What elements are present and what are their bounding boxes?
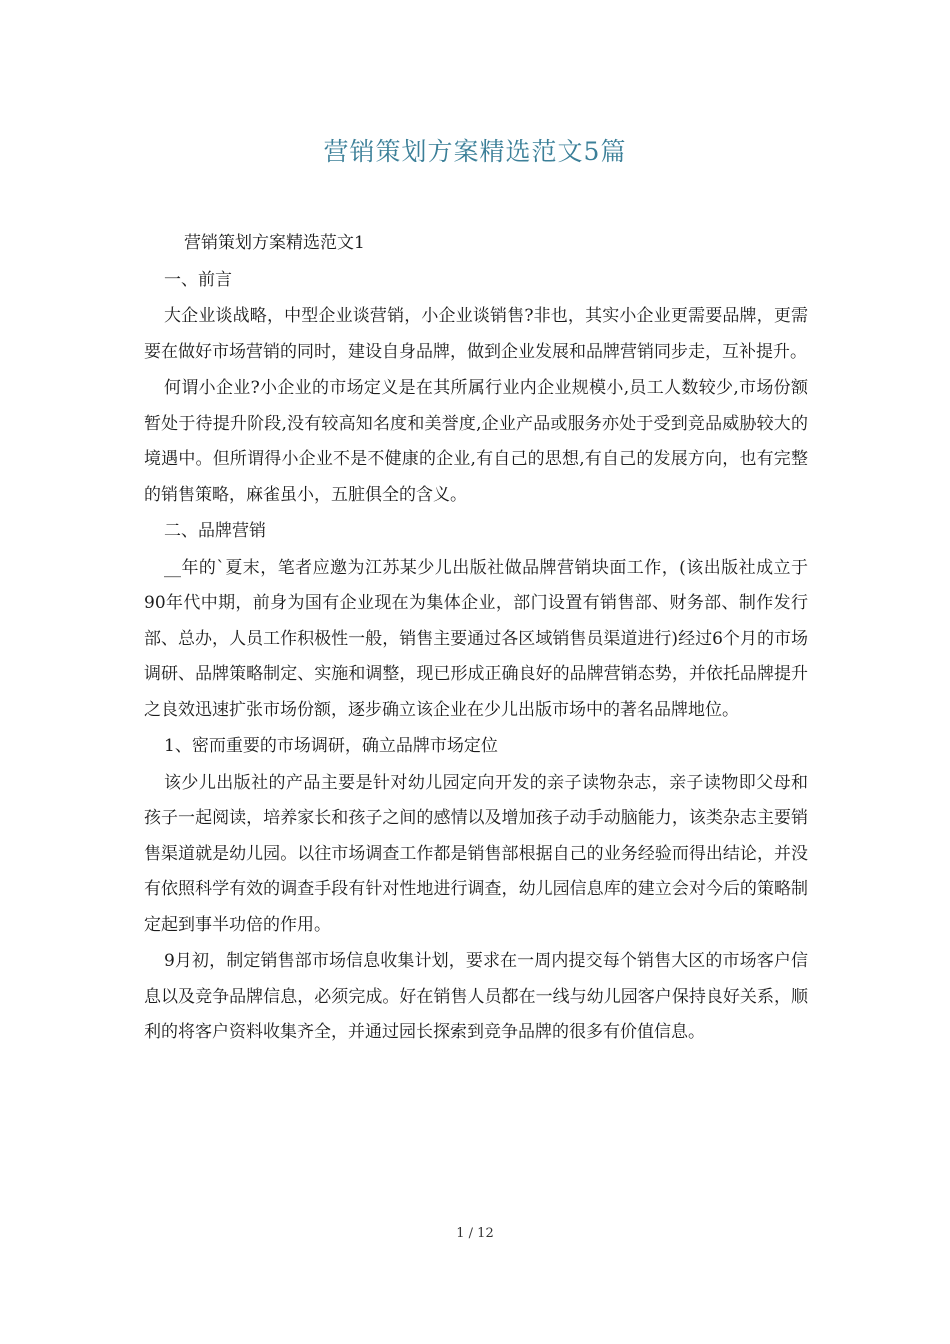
heading-brand-marketing: 二、品牌营销 bbox=[164, 521, 266, 541]
paragraph: 该少儿出版社的产品主要是针对幼儿园定向开发的亲子读物杂志，亲子读物即父母和孩子一起阅读，培养家长和孩子之间的感情以及增加孩子动手动脑能力，该类杂志主要销售渠道就是幼儿园。以往市场调查工作都是销售部根据自己的业务经验而得出结论，并没有依照科学有效的调查手段有针对性地进行调查，幼儿园信息库的建立会对今后的策略制定起到事半功倍的作用。 bbox=[144, 772, 808, 935]
paragraph: 何谓小企业?小企业的市场定义是在其所属行业内企业规模小,员工人数较少,市场份额暂处于待提升阶段,没有较高知名度和美誉度,企业产品或服务亦处于受到竞品威胁较大的境遇中。但所谓得小企业不是不健康的企业,有自己的思想,有自己的发展方向，也有完整的销售策略，麻雀虽小，五脏俱全的含义。 bbox=[144, 378, 808, 505]
section-subtitle: 营销策划方案精选范文1 bbox=[184, 233, 365, 253]
paragraph: 大企业谈战略，中型企业谈营销，小企业谈销售?非也，其实小企业更需要品牌，更需要在做好市场营销的同时，建设自身品牌，做到企业发展和品牌营销同步走，互补提升。 bbox=[144, 306, 808, 362]
document-title: 营销策划方案精选范文5篇 bbox=[323, 137, 627, 166]
document-body bbox=[144, 226, 808, 1052]
page-indicator: 1 / 12 bbox=[456, 1226, 494, 1241]
heading-preface: 一、前言 bbox=[164, 269, 232, 290]
heading-market-research: 1、密而重要的市场调研，确立品牌市场定位 bbox=[164, 736, 498, 756]
paragraph: __年的`夏末，笔者应邀为江苏某少儿出版社做品牌营销块面工作，(该出版社成立于90年代中期，前身为国有企业现在为集体企业，部门设置有销售部、财务部、制作发行部、总办，人员工作积极性一般，销售主要通过各区域销售员渠道进行)经过6个月的市场调研、品牌策略制定、实施和调整，现已形成正确良好的品牌营销态势，并依托品牌提升之良效迅速扩张市场份额，逐步确立该企业在少儿出版市场中的著名品牌地位。 bbox=[144, 557, 808, 720]
paragraph: 9月初，制定销售部市场信息收集计划，要求在一周内提交每个销售大区的市场客户信息以及竞争品牌信息，必须完成。好在销售人员都在一线与幼儿园客户保持良好关系，顺利的将客户资料收集齐全，并通过园长探索到竞争品牌的很多有价值信息。 bbox=[144, 951, 808, 1042]
